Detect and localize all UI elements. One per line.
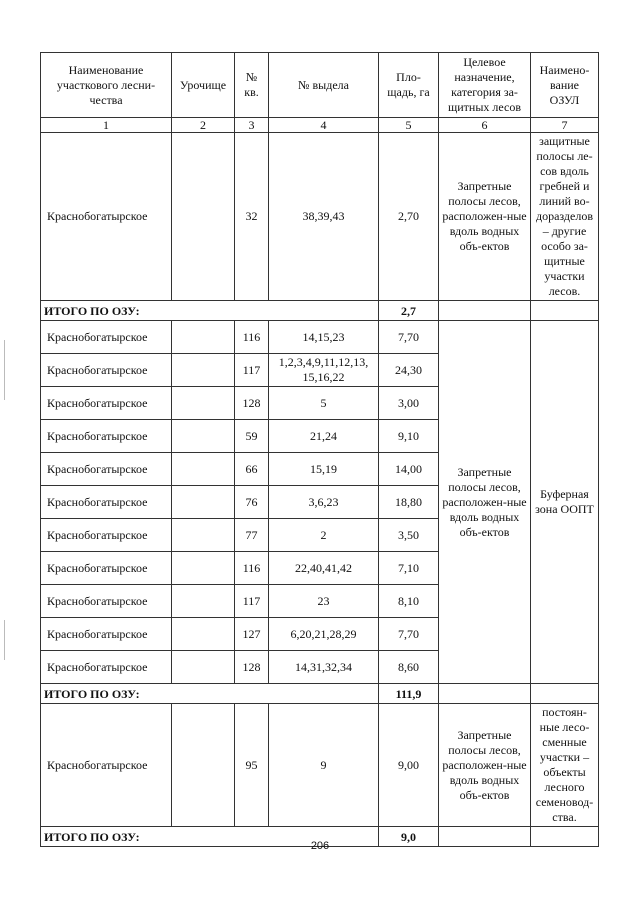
cell-plots: 15,19 <box>269 453 379 486</box>
cell-quarter: 66 <box>235 453 269 486</box>
cell-plots: 5 <box>269 387 379 420</box>
cell-plots: 14,15,23 <box>269 321 379 354</box>
cell-area: 3,00 <box>379 387 439 420</box>
cell-forestry: Краснобогатырское <box>41 420 172 453</box>
cell-tract <box>172 651 235 684</box>
cell-quarter: 128 <box>235 387 269 420</box>
cell-forestry: Краснобогатырское <box>41 618 172 651</box>
table-row <box>41 704 599 827</box>
cell-forestry: Краснобогатырское <box>41 704 172 827</box>
cell-plots: 23 <box>269 585 379 618</box>
cell-plots: 2 <box>269 519 379 552</box>
cell-quarter: 76 <box>235 486 269 519</box>
column-number: 2 <box>172 118 235 133</box>
header-area: Пло-щадь, га <box>379 53 439 118</box>
cell-quarter: 116 <box>235 321 269 354</box>
ozu-table <box>40 52 599 847</box>
total-empty-cell <box>439 684 531 704</box>
cell-ozul: постоян-ные лесо-сменные участки – объекты лесного семеновод-ства. <box>531 704 599 827</box>
cell-tract <box>172 453 235 486</box>
cell-quarter: 77 <box>235 519 269 552</box>
cell-forestry: Краснобогатырское <box>41 354 172 387</box>
cell-area: 8,10 <box>379 585 439 618</box>
cell-purpose: Запретные полосы лесов, расположен-ные вдоль водных объ-ектов <box>439 321 531 684</box>
cell-quarter: 59 <box>235 420 269 453</box>
cell-area: 9,00 <box>379 704 439 827</box>
cell-forestry: Краснобогатырское <box>41 133 172 301</box>
header-plots: № выдела <box>269 53 379 118</box>
total-empty-cell <box>439 301 531 321</box>
cell-plots: 6,20,21,28,29 <box>269 618 379 651</box>
cell-forestry: Краснобогатырское <box>41 486 172 519</box>
cell-area: 9,10 <box>379 420 439 453</box>
cell-quarter: 128 <box>235 651 269 684</box>
cell-forestry: Краснобогатырское <box>41 453 172 486</box>
column-number: 4 <box>269 118 379 133</box>
scan-margin-mark <box>4 620 5 660</box>
total-label: ИТОГО ПО ОЗУ: <box>41 684 379 704</box>
total-label: ИТОГО ПО ОЗУ: <box>41 827 379 847</box>
cell-ozul: Буферная зона ООПТ <box>531 321 599 684</box>
cell-tract <box>172 552 235 585</box>
cell-quarter: 116 <box>235 552 269 585</box>
total-value: 111,9 <box>379 684 439 704</box>
total-empty-cell <box>531 301 599 321</box>
cell-area: 7,70 <box>379 321 439 354</box>
page-number: 206 <box>310 840 330 852</box>
column-number: 5 <box>379 118 439 133</box>
column-number-row <box>41 118 599 133</box>
cell-area: 7,10 <box>379 552 439 585</box>
cell-forestry: Краснобогатырское <box>41 552 172 585</box>
cell-forestry: Краснобогатырское <box>41 321 172 354</box>
cell-tract <box>172 420 235 453</box>
header-purpose: Целевое назначение, категория за-щитных лесов <box>439 53 531 118</box>
cell-tract <box>172 486 235 519</box>
cell-forestry: Краснобогатырское <box>41 519 172 552</box>
cell-plots: 38,39,43 <box>269 133 379 301</box>
cell-quarter: 117 <box>235 354 269 387</box>
column-number: 1 <box>41 118 172 133</box>
total-row <box>41 684 599 704</box>
cell-forestry: Краснобогатырское <box>41 387 172 420</box>
cell-tract <box>172 704 235 827</box>
cell-tract <box>172 519 235 552</box>
cell-tract <box>172 585 235 618</box>
cell-quarter: 32 <box>235 133 269 301</box>
cell-area: 18,80 <box>379 486 439 519</box>
column-number: 6 <box>439 118 531 133</box>
cell-tract <box>172 321 235 354</box>
total-row <box>41 301 599 321</box>
cell-area: 14,00 <box>379 453 439 486</box>
cell-plots: 1,2,3,4,9,11,12,13, 15,16,22 <box>269 354 379 387</box>
cell-tract <box>172 387 235 420</box>
cell-plots: 21,24 <box>269 420 379 453</box>
header-forestry: Наименование участкового лесни-чества <box>41 53 172 118</box>
cell-area: 7,70 <box>379 618 439 651</box>
cell-quarter: 127 <box>235 618 269 651</box>
cell-area: 2,70 <box>379 133 439 301</box>
header-tract: Урочище <box>172 53 235 118</box>
total-empty-cell <box>531 684 599 704</box>
header-ozul: Наимено-вание ОЗУЛ <box>531 53 599 118</box>
cell-purpose: Запретные полосы лесов, расположен-ные вдоль водных объ-ектов <box>439 133 531 301</box>
cell-tract <box>172 354 235 387</box>
cell-area: 8,60 <box>379 651 439 684</box>
cell-tract <box>172 133 235 301</box>
header-quarter: № кв. <box>235 53 269 118</box>
cell-quarter: 117 <box>235 585 269 618</box>
total-value: 2,7 <box>379 301 439 321</box>
cell-tract <box>172 618 235 651</box>
cell-quarter: 95 <box>235 704 269 827</box>
cell-ozul: защитные полосы ле-сов вдоль гребней и линий во-доразделов – другие особо за-щитные участки лесов. <box>531 133 599 301</box>
table-header-row <box>41 53 599 118</box>
cell-plots: 14,31,32,34 <box>269 651 379 684</box>
cell-plots: 22,40,41,42 <box>269 552 379 585</box>
table-row <box>41 321 599 354</box>
cell-plots: 3,6,23 <box>269 486 379 519</box>
table-row <box>41 133 599 301</box>
scan-margin-mark <box>4 340 5 400</box>
column-number: 3 <box>235 118 269 133</box>
cell-area: 24,30 <box>379 354 439 387</box>
total-value: 9,0 <box>379 827 439 847</box>
cell-area: 3,50 <box>379 519 439 552</box>
cell-purpose: Запретные полосы лесов, расположен-ные вдоль водных объ-ектов <box>439 704 531 827</box>
cell-plots: 9 <box>269 704 379 827</box>
cell-forestry: Краснобогатырское <box>41 585 172 618</box>
cell-forestry: Краснобогатырское <box>41 651 172 684</box>
total-label: ИТОГО ПО ОЗУ: <box>41 301 379 321</box>
column-number: 7 <box>531 118 599 133</box>
